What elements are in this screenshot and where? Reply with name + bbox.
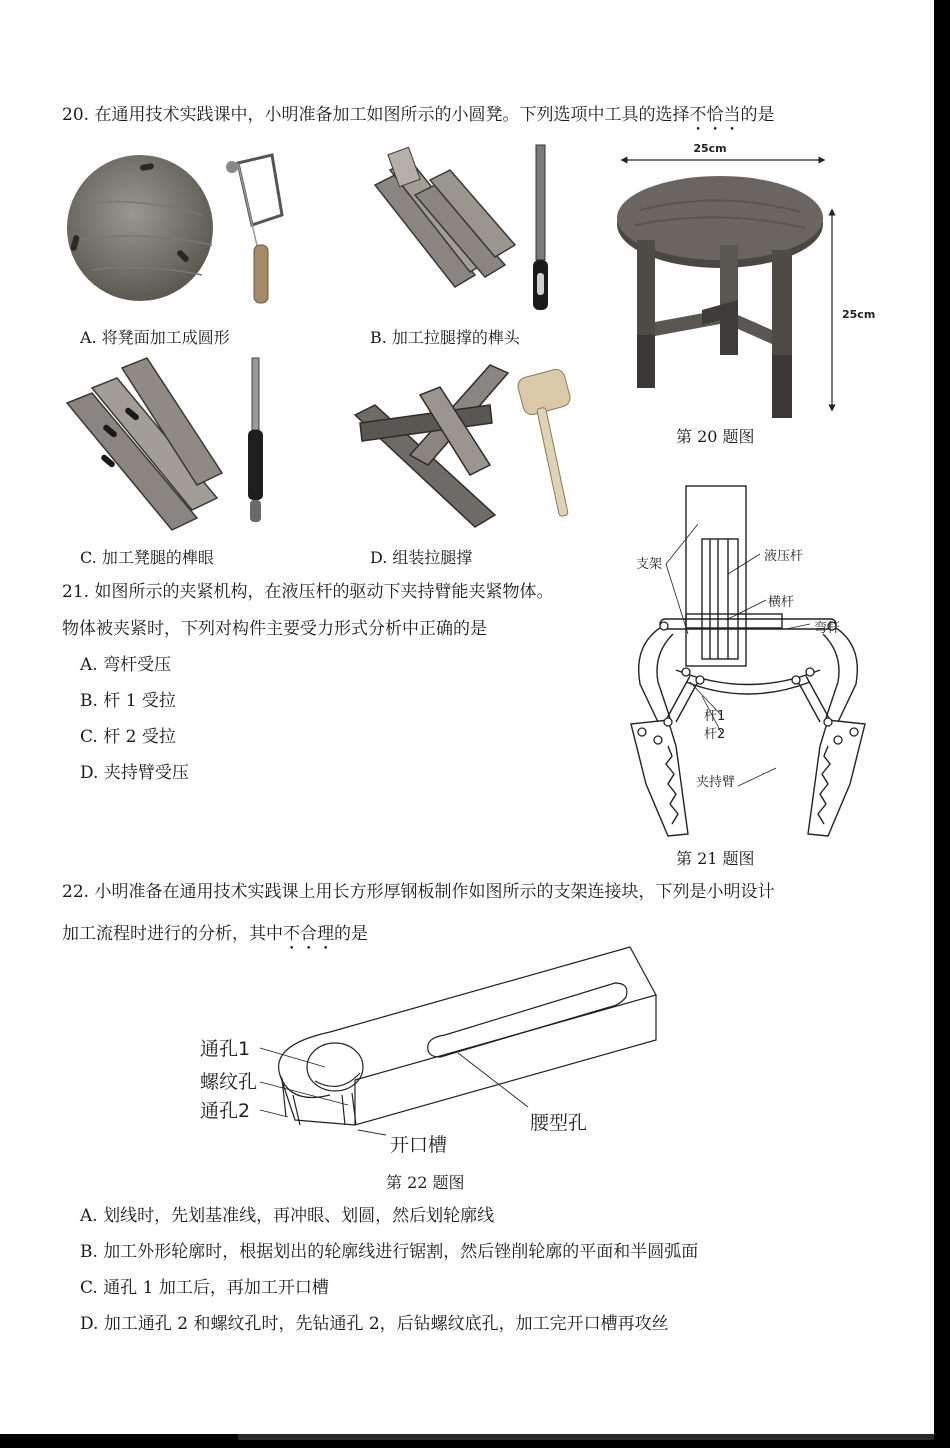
q21-option-b: B. 杆 1 受拉 xyxy=(80,691,176,711)
q20-option-d-label: D. 组装拉腿撑 xyxy=(370,548,473,567)
mallet-icon xyxy=(516,367,572,516)
q21-stem-line1: 21. 如图所示的夹紧机构，在液压杆的驱动下夹持臂能夹紧物体。 xyxy=(62,582,554,602)
scan-edge-right xyxy=(934,0,950,1448)
q22-option-b: B. 加工外形轮廓时，根据划出的轮廓线进行锯割，然后锉削轮廓的平面和半圆弧面 xyxy=(80,1242,699,1262)
q22-option-c: C. 通孔 1 加工后，再加工开口槽 xyxy=(80,1278,329,1298)
chisel-icon xyxy=(248,358,263,522)
coping-saw-icon xyxy=(226,155,282,303)
q22-stem-line2: 加工流程时进行的分析，其中不合理的是 xyxy=(62,924,368,944)
label-waist-hole: 腰型孔 xyxy=(530,1112,588,1134)
scan-edge-notch xyxy=(238,1434,934,1440)
q20-option-b-image xyxy=(355,145,575,315)
file-tool-icon xyxy=(533,145,548,310)
q20-stool-figure xyxy=(610,140,890,425)
q21-option-c: C. 杆 2 受拉 xyxy=(80,727,176,747)
q20-option-a-label: A. 将凳面加工成圆形 xyxy=(80,328,230,347)
q21-option-a: A. 弯杆受压 xyxy=(80,655,172,675)
stool-width-label: 25cm xyxy=(693,142,727,155)
q22-block-figure xyxy=(190,945,670,1160)
label-rod1: 杆1 xyxy=(704,709,726,724)
q22-option-a: A. 划线时，先划基准线，再冲眼、划圆，然后划轮廓线 xyxy=(80,1206,495,1226)
label-support: 支架 xyxy=(636,557,663,572)
label-hydraulic-rod: 液压杆 xyxy=(764,549,804,564)
q21-stem-line2: 物体被夹紧时，下列对构件主要受力形式分析中正确的是 xyxy=(62,619,487,639)
label-clamp-arm: 夹持臂 xyxy=(696,775,736,790)
label-thread-hole: 螺纹孔 xyxy=(200,1071,258,1093)
label-through-hole-1: 通孔1 xyxy=(200,1038,251,1060)
q20-option-b-label: B. 加工拉腿撑的榫头 xyxy=(370,328,520,347)
q21-figure-caption: 第 21 题图 xyxy=(676,849,755,868)
label-open-slot: 开口槽 xyxy=(390,1134,448,1156)
stool-height-label: 25cm xyxy=(842,308,876,321)
q20-option-d-image xyxy=(350,365,610,530)
label-through-hole-2: 通孔2 xyxy=(200,1100,251,1122)
q22-emphasis: 不合理 xyxy=(283,924,334,944)
q20-emphasis: 不恰当 xyxy=(689,105,741,125)
q20-option-c-label: C. 加工凳腿的榫眼 xyxy=(80,548,214,567)
q20-option-a-image xyxy=(62,145,292,315)
q20-option-c-image xyxy=(62,358,282,538)
label-rod2: 杆2 xyxy=(704,727,726,742)
stool-top-disc xyxy=(67,155,213,301)
q22-figure-caption: 第 22 题图 xyxy=(386,1173,465,1192)
label-cross-rod: 横杆 xyxy=(768,595,795,610)
q22-stem-line1: 22. 小明准备在通用技术实践课上用长方形厚钢板制作如图所示的支架连接块，下列是小明设计 xyxy=(62,882,775,902)
q21-clamp-figure xyxy=(628,484,868,844)
q20-stem: 20. 在通用技术实践课中，小明准备加工如图所示的小圆凳。下列选项中工具的选择不恰当的是 xyxy=(62,105,775,125)
label-bent-rod: 弯杆 xyxy=(814,621,841,636)
q21-option-d: D. 夹持臂受压 xyxy=(80,763,189,783)
q20-figure-caption: 第 20 题图 xyxy=(676,427,755,446)
q22-option-d: D. 加工通孔 2 和螺纹孔时，先钻通孔 2，后钻螺纹底孔，加工完开口槽再攻丝 xyxy=(80,1314,669,1334)
